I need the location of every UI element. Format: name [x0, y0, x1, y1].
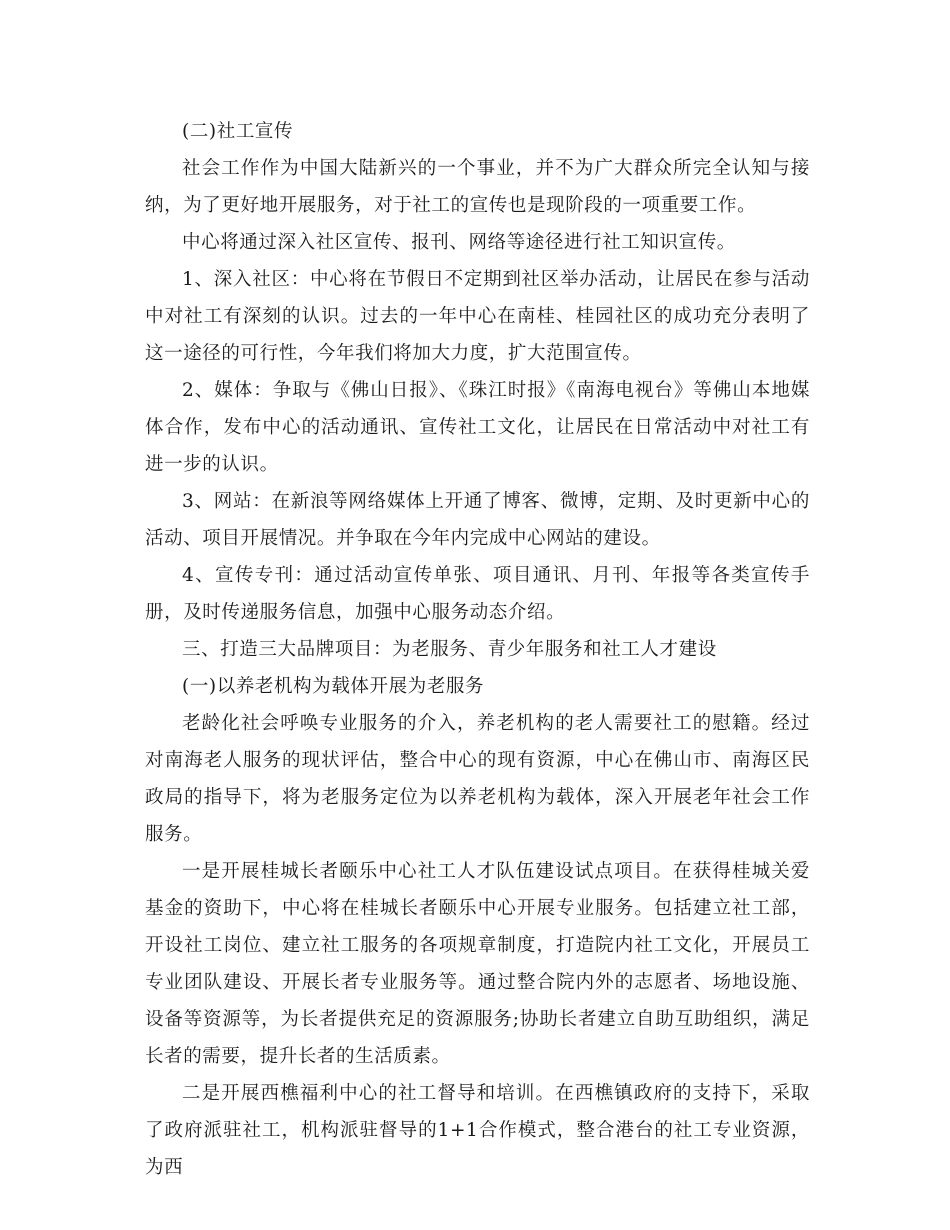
paragraph-media: 2、媒体：争取与《佛山日报》、《珠江时报》《南海电视台》等佛山本地媒体合作，发布中心的活动通讯、宣传社工文化，让居民在日常活动中对社工有进一步的认识。 — [145, 380, 810, 475]
paragraph-publications: 4、宣传专刊：通过活动宣传单张、项目通讯、月刊、年报等各类宣传手册，及时传递服务信息，加强中心服务动态介绍。 — [145, 565, 810, 623]
paragraph-intro: 社会工作作为中国大陆新兴的一个事业，并不为广大群众所完全认知与接纳，为了更好地开展服务，对于社工的宣传也是现阶段的一项重要工作。 — [145, 158, 810, 216]
paragraph-aging-society: 老龄化社会呼唤专业服务的介入，养老机构的老人需要社工的慰籍。经过对南海老人服务的现状评估，整合中心的现有资源，中心在佛山市、南海区民政局的指导下，将为老服务定位为以养老机构为载体，深入开展老年社会工作服务。 — [145, 713, 810, 845]
paragraph-community: 1、深入社区：中心将在节假日不定期到社区举办活动，让居民在参与活动中对社工有深刻的认识。过去的一年中心在南桂、桂园社区的成功充分表明了这一途径的可行性，今年我们将加大力度，扩大范围宣传。 — [145, 269, 810, 364]
paragraph-website: 3、网站：在新浪等网络媒体上开通了博客、微博，定期、及时更新中心的活动、项目开展情况。并争取在今年内完成中心网站的建设。 — [145, 491, 810, 549]
section-heading-social-work-publicity: (二)社工宣传 — [182, 121, 294, 142]
section-heading-brand-projects: 三、打造三大品牌项目：为老服务、青少年服务和社工人才建设 — [182, 639, 717, 660]
paragraph-xiqiao-project: 二是开展西樵福利中心的社工督导和培训。在西樵镇政府的支持下，采取了政府派驻社工，机构派驻督导的1+1合作模式，整合港台的社工专业资源，为西 — [145, 1083, 810, 1178]
subsection-heading-elderly-service: (一)以养老机构为载体开展为老服务 — [182, 676, 485, 697]
paragraph-guicheng-project: 一是开展桂城长者颐乐中心社工人才队伍建设试点项目。在获得桂城关爱基金的资助下，中心将在桂城长者颐乐中心开展专业服务。包括建立社工部，开设社工岗位、建立社工服务的各项规章制度，打造院内社工文化，开展员工专业团队建设、开展长者专业服务等。通过整合院内外的志愿者、场地设施、设备等资源等，为长者提供充足的资源服务;协助长者建立自助互助组织，满足长者的需要，提升长者的生活质素。 — [145, 861, 810, 1067]
paragraph-channels: 中心将通过深入社区宣传、报刊、网络等途径进行社工知识宣传。 — [182, 232, 736, 253]
document-body — [145, 113, 810, 1186]
